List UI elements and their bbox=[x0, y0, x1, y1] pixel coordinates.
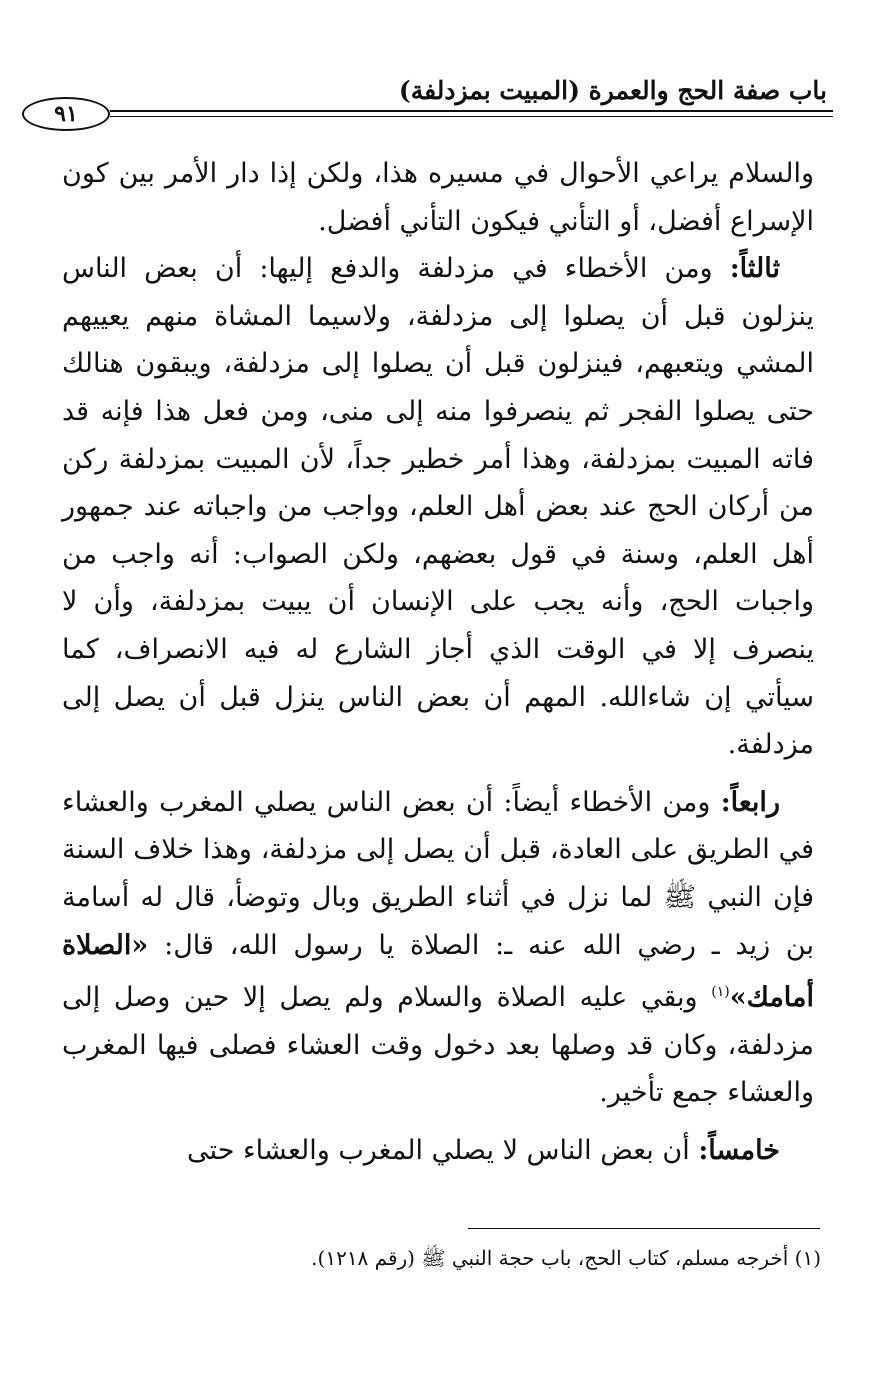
paragraph bbox=[62, 779, 814, 1117]
paragraph-lead: رابعاً: bbox=[720, 786, 780, 818]
paragraph-lead: خامساً: bbox=[698, 1134, 780, 1166]
paragraph-lead: ثالثاً: bbox=[729, 253, 780, 285]
paragraph-text: ومن الأخطاء في مزدلفة والدفع إليها: أن بعض الناس ينزلون قبل أن يصلوا إلى مزدلفة، ولاسيما المشاة منهم يعييهم المشي ويتعبهم، فينزلون قبل أن يصلوا إلى مزدلفة، ويبقون هنالك حتى يصلوا الفجر ثم ينصرفوا منه إلى منى، ومن فعل هذا فإنه قد فاته المبيت بمزدلفة، وهذا أمر خطير جداً، لأن المبيت بمزدلفة ركن من أركان الحج عند بعض أهل العلم، وواجب من واجباته عند جمهور أهل العلم، وسنة في قول بعضهم، ولكن الصواب: أنه واجب من واجبات الحج، وأنه يجب على الإنسان أن يبيت بمزدلفة، وأن لا ينصرف إلا في الوقت الذي أجاز الشارع له فيه الانصراف، كما سيأتي إن شاءالله. المهم أن بعض الناس ينزل قبل أن يصل إلى مزدلفة. bbox=[62, 253, 814, 761]
page-number: ٩١ bbox=[22, 97, 110, 131]
paragraph-text: أن بعض الناس لا يصلي المغرب والعشاء حتى bbox=[187, 1134, 690, 1166]
paragraph-text: ومن الأخطاء أيضاً: أن بعض الناس يصلي المغرب والعشاء في الطريق على العادة، قبل أن يصل إلى مزدلفة، وهذا خلاف السنة فإن النبي ﷺ لما نزل في أثناء الطريق وبال وتوضأ، قال له أسامة بن زيد ـ رضي الله عنه ـ: الصلاة يا رسول الله، قال: bbox=[62, 786, 814, 961]
footnote: (١) أخرجه مسلم، كتاب الحج، باب حجة النبي ﷺ (رقم ١٢١٨). bbox=[311, 1246, 821, 1270]
paragraph bbox=[62, 150, 814, 245]
hadith-quote: «الصلاة أمامك» bbox=[62, 929, 814, 1014]
main-text bbox=[62, 150, 814, 1174]
paragraph bbox=[62, 245, 814, 769]
page-header bbox=[18, 62, 833, 132]
footnote-reference: (١) bbox=[711, 984, 730, 1001]
header-rule-thin bbox=[110, 116, 833, 117]
paragraph-text: والسلام يراعي الأحوال في مسيره هذا، ولكن إذا دار الأمر بين كون الإسراع أفضل، أو التأني فيكون التأني أفضل. bbox=[62, 158, 814, 237]
chapter-title: باب صفة الحج والعمرة (المبيت بمزدلفة) bbox=[398, 76, 827, 105]
footnote-separator bbox=[468, 1228, 820, 1229]
paragraph-text: وبقي عليه الصلاة والسلام ولم يصل إلا حين وصل إلى مزدلفة، وكان قد وصلها بعد دخول وقت العشاء فصلى فيها المغرب والعشاء جمع تأخير. bbox=[62, 982, 814, 1109]
header-rule bbox=[110, 110, 833, 112]
paragraph bbox=[62, 1127, 814, 1175]
